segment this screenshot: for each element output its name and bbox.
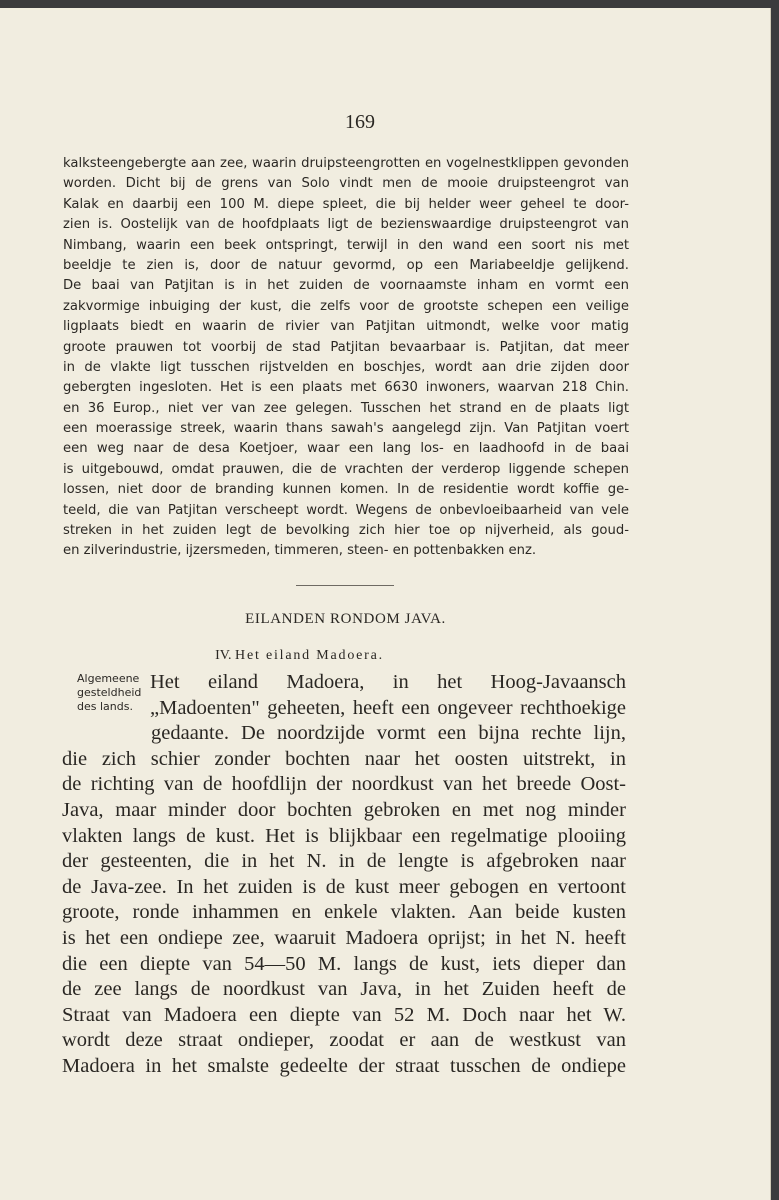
margin-note-line: Algemeene [77,672,140,685]
text-line: gedaante. De noordzijde vormt een bijna rechte lijn, [151,722,626,745]
text-line: De baai van Patjitan is in het zuiden de voornaamste inham en vormt een [63,278,629,294]
text-line: „Madoenten" geheeten, heeft een ongeveer rechthoekige [150,696,626,719]
text-line: is het een ondiepe zee, waaruit Madoera oprijst; in het N. heeft [62,926,626,949]
text-line: de zee langs de noordkust van Java, in het Zuiden heeft de [62,978,626,1001]
text-line: Madoera in het smalste gedeelte der straat tusschen de ondiepe [62,1054,626,1077]
text-line: en zilverindustrie, ijzersmeden, timmeren, steen- en pottenbakken enz. [63,543,537,559]
text-line: vlakten langs de kust. Het is blijkbaar een regelmatige plooiing [62,824,626,847]
text-line: worden. Dicht bij de grens van Solo vindt men de mooie druipsteengrot van [63,176,629,192]
text-line: de Java-zee. In het zuiden is de kust meer gebogen en vertoont [62,875,626,898]
text-line: Het eiland Madoera, in het Hoog-Javaansch [150,671,626,693]
text-line: Straat van Madoera een diepte van 52 M. Doch naar het W. [62,1003,626,1026]
text-line: die zich schier zonder bochten naar het oosten uitstrekt, in [62,747,626,770]
text-line: wordt deze straat ondieper, zoodat er aan de westkust van [62,1029,626,1052]
text-line: de richting van de hoofdlijn der noordkust van het breede Oost- [62,773,626,796]
text-line: Nimbang, waarin een beek ontspringt, terwijl in den wand een soort nis met [63,237,629,253]
section-divider [296,585,394,586]
text-line: Kalak en daarbij een 100 M. diepe spleet, die bij helder weer geheel te door- [63,196,629,212]
text-line: teeld, die van Patjitan verscheept wordt. Wegens de onbevloeibaarheid van vele [63,502,629,518]
chapter-subheading [0,648,771,664]
text-line: groote prauwen tot voorbij de stad Patjitan bevaarbaar is. Patjitan, dat meer [63,339,629,355]
chapter-title: Het eiland Madoera. [235,648,384,663]
text-line: in de vlakte ligt tusschen rijstvelden en boschjes, wordt aan drie zijden door [63,359,629,375]
text-line: streken in het zuiden legt de bevolking zich hier toe op nijverheid, als goud- [63,523,629,539]
text-line: gebergten ingesloten. Het is een plaats met 6630 inwoners, waarvan 218 Chin. [63,380,629,396]
text-line: zien is. Oostelijk van de hoofdplaats ligt de bezienswaardige druipsteengrot van [63,217,629,233]
text-line: en 36 Europ., niet ver van zee gelegen. Tusschen het strand en de plaats ligt [63,400,629,416]
text-line: ligplaats biedt en waarin de rivier van Patjitan uitmondt, welke voor matig [63,319,629,335]
chapter-numeral: IV. [215,648,232,663]
text-line: die een diepte van 54—50 M. langs de kust, iets dieper dan [62,952,626,975]
body-paragraph [62,670,626,1080]
page-number: 169 [345,111,375,133]
margin-note-line: des lands. [77,700,133,713]
book-page [0,8,771,1200]
text-line: beeldje te zien is, door de natuur gevormd, op een Mariabeeldje gelijkend. [63,257,629,273]
text-line: een weg naar de desa Koetjoer, waar een lang los- en laadhoofd in de baai [63,441,629,457]
margin-note-line: gesteldheid [77,686,142,699]
text-line: is uitgebouwd, omdat prauwen, die de vrachten der verderop liggende schepen [63,461,629,477]
text-line: kalksteengebergte aan zee, waarin druipsteengrotten en vogelnestklippen gevonden [63,156,629,171]
top-paragraph [63,154,629,562]
section-heading: EILANDEN RONDOM JAVA. [245,611,446,627]
text-line: lossen, niet door de branding kunnen komen. In de residentie wordt koffie ge- [63,482,629,498]
text-line: der gesteenten, die in het N. in de lengte is afgebroken naar [62,850,626,873]
text-line: een moerassige streek, waarin thans sawah's aangelegd zijn. Van Patjitan voert [63,421,629,437]
text-line: zakvormige inbuiging der kust, die zelfs voor de grootste schepen een veilige [63,298,629,314]
text-line: Java, maar minder door bochten gebroken en met nog minder [62,798,626,821]
text-line: groote, ronde inhammen en enkele vlakten. Aan beide kusten [62,901,626,924]
